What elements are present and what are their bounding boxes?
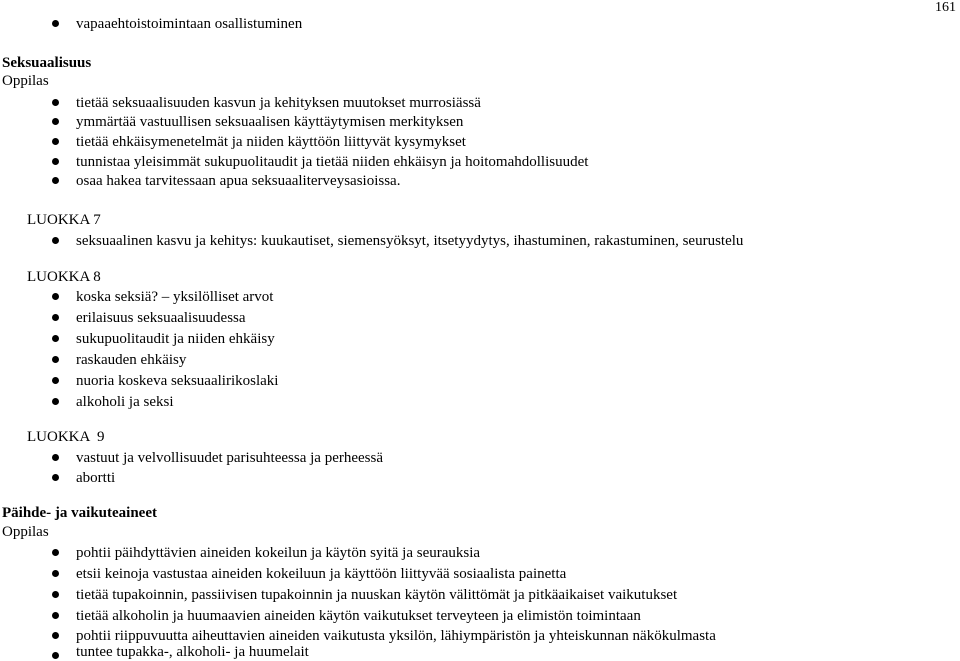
bullet-icon xyxy=(52,177,59,184)
bullet-icon xyxy=(52,612,59,619)
list-item: tietää alkoholin ja huumaavien aineiden käytön vaikutukset terveyteen ja elimistön toimintaan xyxy=(76,608,641,624)
bullet-icon xyxy=(52,118,59,125)
list-item: vapaaehtoistoimintaan osallistuminen xyxy=(76,16,303,32)
bullet-icon xyxy=(52,335,59,342)
bullet-icon xyxy=(52,293,59,300)
list-item: osaa hakea tarvitessaan apua seksuaaliterveysasioissa. xyxy=(76,173,401,189)
list-item: pohtii päihdyttävien aineiden kokeilun ja käytön syitä ja seurauksia xyxy=(76,545,481,561)
bullet-icon xyxy=(52,591,59,598)
list-item: etsii keinoja vastustaa aineiden kokeiluun ja käyttöön liittyvää sosiaalista painetta xyxy=(76,566,567,582)
bullet-icon xyxy=(52,398,59,405)
bullet-icon xyxy=(52,20,59,27)
bullet-icon xyxy=(52,652,59,659)
grade-heading: LUOKKA 8 xyxy=(27,269,101,285)
bullet-icon xyxy=(52,377,59,384)
list-item: tuntee tupakka-, alkoholi- ja huumelait xyxy=(76,644,309,660)
list-item: ymmärtää vastuullisen seksuaalisen käyttäytymisen merkityksen xyxy=(76,114,464,130)
list-item: raskauden ehkäisy xyxy=(76,352,187,368)
list-item: koska seksiä? – yksilölliset arvot xyxy=(76,289,274,305)
grade-heading: LUOKKA 9 xyxy=(27,429,105,445)
list-item: nuoria koskeva seksuaalirikoslaki xyxy=(76,373,279,389)
list-item: tietää tupakoinnin, passiivisen tupakoinnin ja nuuskan käytön välittömät ja pitkäaikaiset vaikutukset xyxy=(76,587,678,603)
list-item: tietää ehkäisymenetelmät ja niiden käyttöön liittyvät kysymykset xyxy=(76,134,466,150)
list-item: vastuut ja velvollisuudet parisuhteessa ja perheessä xyxy=(76,450,383,466)
bullet-icon xyxy=(52,632,59,639)
bullet-icon xyxy=(52,158,59,165)
section-heading: Seksuaalisuus xyxy=(2,55,92,71)
bullet-icon xyxy=(52,356,59,363)
section-heading: Päihde- ja vaikuteaineet xyxy=(2,505,157,521)
bullet-icon xyxy=(52,99,59,106)
bullet-icon xyxy=(52,237,59,244)
bullet-icon xyxy=(52,454,59,461)
list-item: tietää seksuaalisuuden kasvun ja kehityksen muutokset murrosiässä xyxy=(76,95,481,111)
list-item: sukupuolitaudit ja niiden ehkäisy xyxy=(76,331,275,347)
section-subheading: Oppilas xyxy=(2,73,49,89)
bullet-icon xyxy=(52,474,59,481)
list-item: tunnistaa yleisimmät sukupuolitaudit ja tietää niiden ehkäisyn ja hoitomahdollisuudet xyxy=(76,154,589,170)
page-number: 161 xyxy=(935,0,956,15)
list-item: pohtii riippuvuutta aiheuttavien aineiden vaikutusta yksilön, lähiympäristön ja yhteiskunnan näkökulmasta xyxy=(76,628,716,644)
bullet-icon xyxy=(52,570,59,577)
bullet-icon xyxy=(52,314,59,321)
list-item: erilaisuus seksuaalisuudessa xyxy=(76,310,246,326)
section-subheading: Oppilas xyxy=(2,524,49,540)
bullet-icon xyxy=(52,138,59,145)
grade-heading: LUOKKA 7 xyxy=(27,212,101,228)
list-item: abortti xyxy=(76,470,116,486)
list-item: seksuaalinen kasvu ja kehitys: kuukautiset, siemensyöksyt, itsetyydytys, ihastuminen, rakastuminen, seurustelu xyxy=(76,233,744,249)
list-item: alkoholi ja seksi xyxy=(76,394,174,410)
bullet-icon xyxy=(52,549,59,556)
